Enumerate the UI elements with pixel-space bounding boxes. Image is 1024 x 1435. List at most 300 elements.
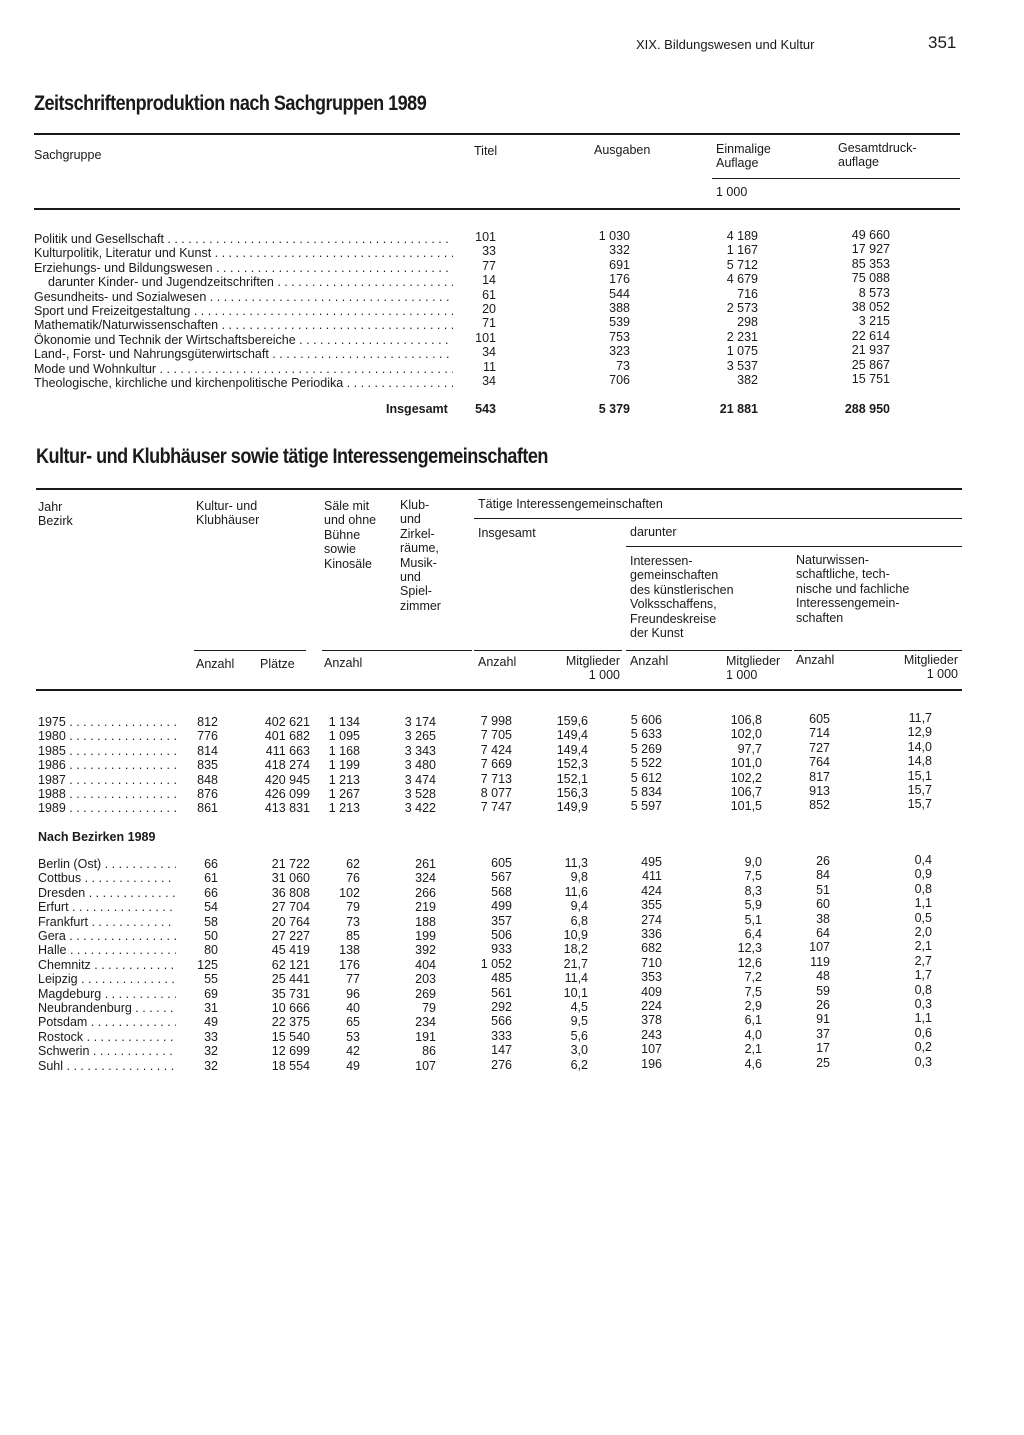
t2-cell-c2: 18 554 xyxy=(271,1058,310,1073)
table1-top-rule xyxy=(34,133,960,135)
t2-cell-c8: 2,1 xyxy=(744,1042,762,1057)
t1-cell-ausgaben: 706 xyxy=(609,373,630,387)
t2-cell-c5: 357 xyxy=(491,913,512,928)
t2-cell-c4: 404 xyxy=(415,957,436,972)
t2-cell-c2: 31 060 xyxy=(271,871,310,886)
t2-cell-c1: 54 xyxy=(204,900,218,915)
t2-cell-c4: 3 480 xyxy=(404,758,436,773)
t2-cell-c6: 21,7 xyxy=(563,956,588,971)
t2-cell-c9: 26 xyxy=(816,854,830,868)
t2-cell-c9: 17 xyxy=(816,1041,830,1056)
t1-cell-einmalig: 1 075 xyxy=(726,344,758,359)
t2-cell-c7: 682 xyxy=(641,941,662,956)
t2-cell-c5: 147 xyxy=(491,1043,512,1058)
t1-unit: 1 000 xyxy=(716,185,748,199)
t2-cell-c3: 138 xyxy=(339,943,360,958)
t1-cell-einmalig: 2 573 xyxy=(726,301,758,315)
t2-cell-c8: 106,8 xyxy=(730,713,762,727)
table1-title: Zeitschriftenproduktion nach Sachgruppen 1989 xyxy=(34,92,427,115)
t2-unit-anzahl-4: Anzahl xyxy=(630,654,669,668)
t2-cell-c5: 561 xyxy=(491,985,512,1000)
t2-cell-c6: 11,6 xyxy=(564,884,588,899)
t1-cell-gesamt: 17 927 xyxy=(851,242,890,257)
t2-cell-c8: 4,6 xyxy=(744,1056,762,1071)
t2-cell-c4: 3 474 xyxy=(404,772,436,787)
t1-cell-gesamt: 85 353 xyxy=(851,256,890,271)
t2-row-label: Frankfurt . . . xyxy=(38,915,176,929)
t1-cell-titel: 101 xyxy=(475,330,496,345)
t2-cell-c9: 107 xyxy=(809,940,830,955)
t2-col-insgesamt: Insgesamt xyxy=(478,526,536,540)
t2-cell-c2: 22 375 xyxy=(271,1015,310,1030)
t2-col-kultur: Kultur- und Klubhäuser xyxy=(196,499,260,528)
t2-cell-c3: 53 xyxy=(346,1029,360,1044)
t2-cell-c1: 50 xyxy=(204,929,218,943)
t2-unit-plaetze: Plätze xyxy=(260,657,295,671)
t2-row-label: Magdeburg . . . xyxy=(38,987,176,1001)
t2-cell-c1: 69 xyxy=(204,986,218,1001)
t1-cell-einmalig: 3 537 xyxy=(726,358,758,373)
t2-cell-c2: 420 945 xyxy=(264,772,310,787)
t1-col-gesamt: Gesamtdruck- auflage xyxy=(838,141,917,170)
t1-col-titel: Titel xyxy=(474,144,498,158)
t2-cell-c6: 149,4 xyxy=(556,742,588,757)
t2-cell-c8: 102,2 xyxy=(730,770,762,785)
t1-header-rule xyxy=(34,208,960,210)
t2-cell-c2: 20 764 xyxy=(271,914,310,929)
t2-cell-c3: 79 xyxy=(346,900,360,915)
t2-row-label: 1989 . . . xyxy=(38,801,176,815)
t2-cell-c10: 0,4 xyxy=(914,853,932,867)
t2-cell-c10: 15,1 xyxy=(907,768,932,783)
t2-cell-c10: 1,1 xyxy=(914,1011,932,1026)
t2-row-label: Rostock . . . xyxy=(38,1030,176,1044)
t2-cell-c3: 85 xyxy=(346,929,360,943)
t1-total-ausgaben: 5 379 xyxy=(598,402,630,416)
t1-cell-ausgaben: 539 xyxy=(609,315,630,330)
t2-cell-c7: 196 xyxy=(641,1056,662,1071)
t2-cell-c1: 55 xyxy=(204,972,218,987)
t2-cell-c3: 1 199 xyxy=(328,758,360,773)
t2-cell-c6: 11,3 xyxy=(564,856,588,870)
t2-cell-c2: 426 099 xyxy=(264,787,310,801)
t2-cell-c4: 234 xyxy=(415,1015,436,1030)
t2-cell-c2: 12 699 xyxy=(271,1044,310,1059)
page-number: 351 xyxy=(928,33,957,52)
t2-cell-c8: 101,5 xyxy=(730,799,762,814)
t2-row-label: Neubrandenburg . . . xyxy=(38,1001,176,1015)
t1-row-label: Land-, Forst- und Nahrungsgüterwirtschaft . . . xyxy=(34,347,453,361)
t2-cell-c2: 10 666 xyxy=(271,1001,310,1015)
t2-cell-c9: 64 xyxy=(816,926,830,940)
t2-unit-mitglieder-1: Mitglieder 1 000 xyxy=(565,654,620,683)
t2-row-label: 1975 . . . xyxy=(38,715,176,729)
t2-cell-c1: 814 xyxy=(197,743,218,758)
t2-cell-c7: 409 xyxy=(641,984,662,999)
t2-cell-c9: 727 xyxy=(809,740,830,755)
t2-cell-c5: 485 xyxy=(491,971,512,986)
table2-top-rule xyxy=(36,488,962,490)
t2-row-label: Chemnitz . . . xyxy=(38,958,176,972)
t1-cell-ausgaben: 544 xyxy=(609,286,630,301)
t2-row-label: Halle . . . xyxy=(38,943,176,957)
t1-cell-gesamt: 38 052 xyxy=(851,300,890,314)
t2-cell-c6: 6,8 xyxy=(570,913,588,928)
t1-row-label: Gesundheits- und Sozialwesen . . . xyxy=(34,290,453,304)
t2-cell-c3: 1 168 xyxy=(328,743,360,758)
t2-cell-c3: 49 xyxy=(346,1058,360,1073)
t2-cell-c5: 605 xyxy=(491,856,512,870)
t2-cell-c7: 274 xyxy=(641,912,662,927)
t2-cell-c6: 3,0 xyxy=(570,1043,588,1058)
t2-cell-c1: 33 xyxy=(204,1029,218,1044)
t2-cell-c4: 199 xyxy=(415,929,436,943)
t2-cell-c7: 5 612 xyxy=(630,770,662,785)
t2-cell-c7: 424 xyxy=(641,883,662,898)
t2-row-label: 1985 . . . xyxy=(38,744,176,758)
t2-cell-c8: 6,1 xyxy=(744,1013,762,1028)
t2-cell-c9: 817 xyxy=(809,769,830,784)
t2-cell-c1: 32 xyxy=(204,1058,218,1073)
t2-cell-c6: 5,6 xyxy=(570,1028,588,1043)
t2-cell-c3: 1 134 xyxy=(328,715,360,729)
t2-cell-c8: 12,3 xyxy=(737,941,762,956)
t1-cell-gesamt: 21 937 xyxy=(851,343,890,358)
t2-row-label: 1988 . . . xyxy=(38,787,176,801)
t2-cell-c6: 11,4 xyxy=(564,971,588,986)
t2-cell-c10: 0,8 xyxy=(914,881,932,896)
t2-cell-c2: 36 808 xyxy=(271,885,310,900)
t2-cell-c8: 102,0 xyxy=(730,727,762,742)
t2-cell-c1: 61 xyxy=(204,871,218,886)
t2-cell-c6: 4,5 xyxy=(570,1000,588,1014)
t2-cell-c10: 12,9 xyxy=(907,725,932,740)
t2-cell-c3: 40 xyxy=(346,1001,360,1015)
t2-cell-c10: 15,7 xyxy=(907,783,932,797)
t2-cell-c5: 1 052 xyxy=(480,956,512,971)
t2-cell-c4: 3 422 xyxy=(404,801,436,816)
t2-cell-c8: 7,2 xyxy=(744,970,762,985)
t2-cell-c3: 77 xyxy=(346,972,360,987)
t1-col-einmalige: Einmalige Auflage xyxy=(716,142,771,171)
t1-cell-ausgaben: 753 xyxy=(609,329,630,344)
t2-cell-c6: 152,1 xyxy=(556,771,588,786)
t1-cell-einmalig: 4 189 xyxy=(726,229,758,243)
t2-cell-c3: 1 213 xyxy=(328,772,360,787)
t2-cell-c7: 355 xyxy=(641,898,662,913)
t1-cell-titel: 101 xyxy=(475,230,496,244)
t2-cell-c10: 14,8 xyxy=(907,754,932,769)
t2-cell-c2: 21 722 xyxy=(271,857,310,871)
t2-cell-c10: 2,0 xyxy=(914,925,932,939)
t2-col-klub: Klub- und Zirkel- räume, Musik- und Spiel- zimmer xyxy=(400,498,441,613)
t2-cell-c10: 15,7 xyxy=(907,797,932,812)
t2-cell-c6: 6,2 xyxy=(570,1057,588,1072)
t2-cell-c9: 852 xyxy=(809,798,830,813)
t1-cell-titel: 71 xyxy=(482,316,496,331)
t1-row-label: Mode und Wohnkultur . . . xyxy=(34,362,453,376)
t2-cell-c2: 25 441 xyxy=(271,972,310,987)
t2-cell-c1: 861 xyxy=(197,801,218,816)
t2-section-label: Nach Bezirken 1989 xyxy=(38,830,156,844)
t1-total-titel: 543 xyxy=(475,402,496,416)
t1-cell-titel: 77 xyxy=(482,258,496,273)
t2-row-label: Schwerin . . . xyxy=(38,1044,176,1058)
t2-cell-c2: 402 621 xyxy=(264,715,310,729)
t2-cell-c7: 5 269 xyxy=(630,741,662,756)
t2-row-label: Potsdam . . . xyxy=(38,1015,176,1029)
t2-cell-c4: 3 265 xyxy=(404,729,436,744)
t2-cell-c7: 5 633 xyxy=(630,727,662,742)
t2-cell-c1: 31 xyxy=(204,1001,218,1015)
t2-darunter-rule xyxy=(626,546,962,547)
t2-cell-c3: 62 xyxy=(346,857,360,871)
t2-sub-rule-1 xyxy=(194,650,306,651)
t2-row-label: Erfurt . . . xyxy=(38,900,176,914)
t2-unit-mitglieder-3: Mitglieder 1 000 xyxy=(903,653,958,682)
t2-cell-c8: 5,9 xyxy=(744,898,762,913)
t2-cell-c5: 7 669 xyxy=(480,757,512,772)
t2-cell-c9: 51 xyxy=(816,882,830,897)
t2-cell-c8: 8,3 xyxy=(744,883,762,898)
t2-col-interessen: Interessen- gemeinschaften des künstlerischen Volksschaffens, Freundeskreise der Kunst xyxy=(630,554,734,641)
t2-cell-c1: 49 xyxy=(204,1015,218,1030)
t2-cell-c1: 812 xyxy=(197,715,218,729)
t2-cell-c3: 76 xyxy=(346,871,360,886)
t2-cell-c4: 392 xyxy=(415,943,436,958)
t2-cell-c1: 848 xyxy=(197,772,218,787)
t1-cell-einmalig: 298 xyxy=(737,315,758,330)
t2-cell-c6: 10,9 xyxy=(563,928,588,942)
t1-row-label: Mathematik/Naturwissenschaften . . . xyxy=(34,318,453,332)
t2-cell-c6: 152,3 xyxy=(556,757,588,772)
t1-cell-einmalig: 5 712 xyxy=(726,257,758,272)
t2-cell-c8: 4,0 xyxy=(744,1027,762,1042)
t1-cell-titel: 34 xyxy=(482,345,496,360)
t2-cell-c7: 5 522 xyxy=(630,756,662,771)
t2-cell-c7: 5 834 xyxy=(630,785,662,799)
t2-col-taetige: Tätige Interessengemeinschaften xyxy=(478,497,663,511)
t2-cell-c4: 266 xyxy=(415,885,436,900)
t2-row-label: Berlin (Ost) . . . xyxy=(38,857,176,871)
t2-cell-c7: 243 xyxy=(641,1027,662,1042)
t2-cell-c3: 176 xyxy=(339,957,360,972)
t2-cell-c4: 79 xyxy=(422,1001,436,1015)
t2-cell-c9: 38 xyxy=(816,911,830,926)
t2-cell-c10: 0,5 xyxy=(914,910,932,925)
t2-sub-rule-2 xyxy=(322,650,472,651)
t2-col-jahr: Jahr Bezirk xyxy=(38,500,73,529)
t2-cell-c1: 66 xyxy=(204,885,218,900)
t2-cell-c10: 0,6 xyxy=(914,1025,932,1040)
t2-cell-c5: 567 xyxy=(491,870,512,885)
t1-row-label: Theologische, kirchliche und kirchenpolitische Periodika . . . xyxy=(34,376,453,390)
t2-cell-c9: 913 xyxy=(809,784,830,798)
t2-cell-c6: 9,5 xyxy=(570,1014,588,1029)
t2-sub-rule-4 xyxy=(626,650,792,651)
t1-cell-titel: 11 xyxy=(483,359,496,374)
t2-cell-c1: 835 xyxy=(197,758,218,773)
t2-unit-anzahl-1: Anzahl xyxy=(196,657,235,671)
t1-total-gesamt: 288 950 xyxy=(844,402,890,416)
t2-cell-c5: 499 xyxy=(491,899,512,914)
t1-row-label: Erziehungs- und Bildungswesen . . . xyxy=(34,261,453,275)
t1-cell-ausgaben: 73 xyxy=(616,358,630,373)
t1-cell-ausgaben: 388 xyxy=(609,301,630,315)
t2-cell-c4: 3 343 xyxy=(404,743,436,758)
t2-cell-c6: 149,9 xyxy=(556,800,588,815)
t2-unit-mitglieder-2: Mitglieder 1 000 xyxy=(726,654,781,683)
t2-cell-c9: 26 xyxy=(816,998,830,1012)
t2-cell-c7: 5 606 xyxy=(630,713,662,727)
t2-sub-rule-3 xyxy=(474,650,622,651)
t1-row-label: Politik und Gesellschaft . . . xyxy=(34,232,453,246)
t2-cell-c1: 58 xyxy=(204,914,218,929)
t1-cell-gesamt: 22 614 xyxy=(851,328,890,343)
t2-row-label: Suhl . . . xyxy=(38,1059,176,1073)
t2-cell-c10: 2,7 xyxy=(914,953,932,968)
t2-cell-c5: 506 xyxy=(491,928,512,942)
t2-cell-c1: 80 xyxy=(204,943,218,958)
t2-cell-c7: 710 xyxy=(641,955,662,970)
t2-cell-c2: 411 663 xyxy=(265,743,310,758)
t2-cell-c8: 6,4 xyxy=(744,927,762,941)
t2-cell-c6: 156,3 xyxy=(556,786,588,800)
t2-cell-c6: 10,1 xyxy=(563,985,588,1000)
t2-cell-c1: 32 xyxy=(204,1044,218,1059)
t1-cell-titel: 34 xyxy=(482,374,496,388)
t2-cell-c4: 324 xyxy=(415,871,436,886)
t2-cell-c9: 764 xyxy=(809,755,830,770)
t2-sub-rule-5 xyxy=(794,650,962,651)
t1-col-ausgaben: Ausgaben xyxy=(594,143,651,157)
t2-unit-anzahl-3: Anzahl xyxy=(478,655,517,669)
t2-cell-c5: 7 998 xyxy=(480,714,512,728)
t2-cell-c8: 101,0 xyxy=(730,756,762,771)
t2-cell-c3: 73 xyxy=(346,914,360,929)
running-head: XIX. Bildungswesen und Kultur xyxy=(636,37,815,52)
t2-cell-c10: 0,3 xyxy=(914,997,932,1011)
t2-cell-c4: 269 xyxy=(415,986,436,1001)
t2-cell-c9: 25 xyxy=(816,1055,830,1070)
t2-cell-c9: 605 xyxy=(809,712,830,726)
t2-cell-c1: 125 xyxy=(197,957,218,972)
t1-total-label: Insgesamt xyxy=(386,402,448,416)
t2-cell-c10: 0,3 xyxy=(914,1054,932,1069)
t2-cell-c10: 0,2 xyxy=(914,1040,932,1055)
t2-cell-c4: 3 528 xyxy=(404,787,436,801)
t2-cell-c6: 149,4 xyxy=(556,728,588,743)
t2-cell-c10: 1,1 xyxy=(914,896,932,911)
t2-row-label: Cottbus . . . xyxy=(38,871,176,885)
t2-cell-c5: 7 713 xyxy=(480,771,512,786)
t2-cell-c9: 59 xyxy=(816,983,830,998)
t2-row-label: Dresden . . . xyxy=(38,886,176,900)
t2-cell-c4: 86 xyxy=(422,1044,436,1059)
t2-cell-c2: 15 540 xyxy=(271,1029,310,1044)
t2-cell-c2: 418 274 xyxy=(264,758,310,773)
t2-cell-c4: 3 174 xyxy=(404,715,436,729)
t1-cell-gesamt: 75 088 xyxy=(851,271,890,286)
t2-cell-c3: 65 xyxy=(346,1015,360,1030)
t2-cell-c7: 107 xyxy=(641,1042,662,1057)
t1-cell-gesamt: 15 751 xyxy=(851,372,890,386)
t2-cell-c10: 0,8 xyxy=(914,982,932,997)
t2-col-darunter: darunter xyxy=(630,525,677,539)
t2-cell-c7: 224 xyxy=(641,999,662,1013)
t2-row-label: 1980 . . . xyxy=(38,729,176,743)
t1-cell-titel: 33 xyxy=(482,244,496,259)
t2-cell-c7: 353 xyxy=(641,970,662,985)
t1-cell-einmalig: 382 xyxy=(737,373,758,387)
t2-cell-c5: 292 xyxy=(491,1000,512,1014)
t2-cell-c3: 1 213 xyxy=(328,801,360,816)
t1-row-label: darunter Kinder- und Jugendzeitschriften . . . xyxy=(48,275,453,289)
t2-cell-c3: 102 xyxy=(339,885,360,900)
t2-cell-c1: 776 xyxy=(197,729,218,744)
t1-row-label: Ökonomie und Technik der Wirtschaftsbereiche . . . xyxy=(34,333,453,347)
t2-cell-c5: 7 424 xyxy=(480,742,512,757)
t2-cell-c3: 1 267 xyxy=(328,787,360,801)
t2-row-label: Leipzig . . . xyxy=(38,972,176,986)
t2-cell-c6: 159,6 xyxy=(556,714,588,728)
t1-cell-ausgaben: 176 xyxy=(609,272,630,287)
t2-cell-c6: 18,2 xyxy=(563,942,588,957)
t2-row-label: 1987 . . . xyxy=(38,773,176,787)
t1-col-sachgruppe: Sachgruppe xyxy=(34,148,102,162)
t1-cell-ausgaben: 323 xyxy=(609,344,630,359)
t2-cell-c7: 378 xyxy=(641,1013,662,1028)
t2-cell-c5: 333 xyxy=(491,1028,512,1043)
t1-cell-einmalig: 716 xyxy=(737,286,758,301)
t2-cell-c7: 336 xyxy=(641,927,662,941)
t1-cell-ausgaben: 1 030 xyxy=(598,229,630,243)
t2-cell-c8: 12,6 xyxy=(737,955,762,970)
t2-cell-c2: 62 121 xyxy=(271,957,310,972)
t2-cell-c4: 191 xyxy=(415,1029,436,1044)
t2-cell-c7: 411 xyxy=(642,869,662,884)
t2-cell-c5: 7 705 xyxy=(480,728,512,743)
t2-row-label: Gera . . . xyxy=(38,929,176,943)
t2-cell-c3: 1 095 xyxy=(328,729,360,744)
t2-cell-c5: 933 xyxy=(491,942,512,957)
t2-cell-c9: 91 xyxy=(816,1012,830,1027)
t2-cell-c9: 84 xyxy=(816,868,830,883)
t2-row-label: 1986 . . . xyxy=(38,758,176,772)
t2-cell-c5: 8 077 xyxy=(480,786,512,800)
t2-cell-c10: 0,9 xyxy=(914,867,932,882)
t2-cell-c8: 9,0 xyxy=(744,855,762,869)
t2-cell-c1: 876 xyxy=(197,787,218,801)
t2-cell-c8: 97,7 xyxy=(737,741,762,756)
t2-cell-c2: 35 731 xyxy=(271,986,310,1001)
t2-cell-c9: 60 xyxy=(816,897,830,912)
t2-cell-c3: 96 xyxy=(346,986,360,1001)
t2-cell-c5: 7 747 xyxy=(480,800,512,815)
t2-cell-c6: 9,4 xyxy=(570,899,588,914)
t1-total-einmalig: 21 881 xyxy=(719,402,758,416)
t2-cell-c3: 42 xyxy=(346,1044,360,1059)
t1-cell-einmalig: 4 679 xyxy=(726,272,758,287)
t2-cell-c2: 401 682 xyxy=(264,729,310,744)
t2-cell-c8: 106,7 xyxy=(730,785,762,799)
t1-cell-gesamt: 3 215 xyxy=(858,314,890,329)
t2-cell-c4: 203 xyxy=(415,972,436,987)
t2-cell-c5: 566 xyxy=(491,1014,512,1029)
t2-cell-c6: 9,8 xyxy=(570,870,588,885)
t2-cell-c2: 27 227 xyxy=(271,929,310,943)
t2-cell-c9: 37 xyxy=(816,1026,830,1041)
